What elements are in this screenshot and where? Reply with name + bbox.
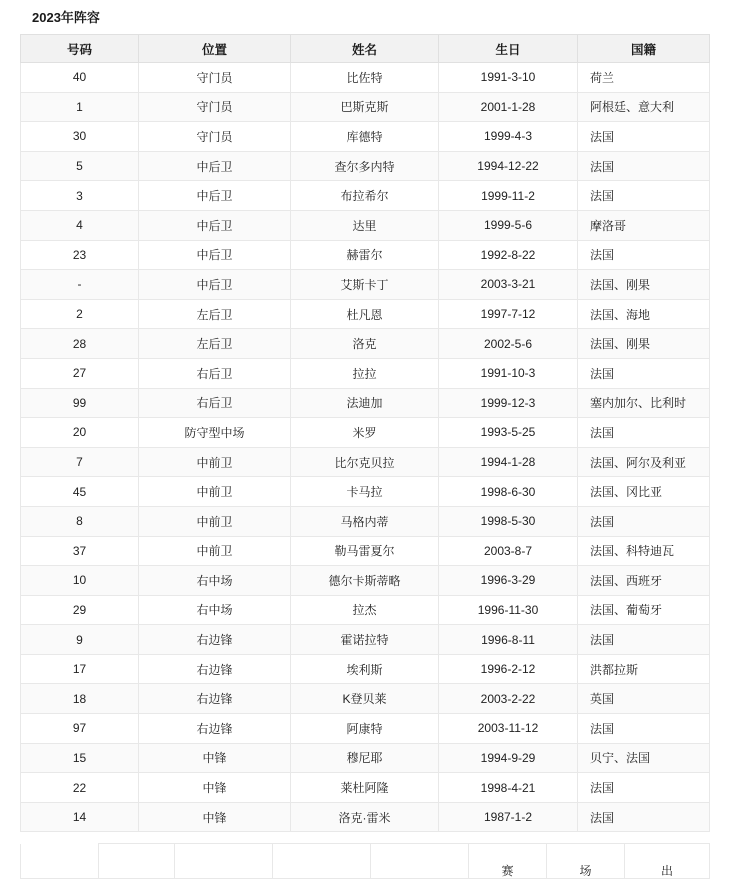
cell-nationality: 法国: [578, 418, 710, 448]
cell-number: 4: [21, 210, 139, 240]
cell-nationality: 法国: [578, 714, 710, 744]
table-row: [21, 773, 710, 803]
table-row: [21, 210, 710, 240]
cell-number: 29: [21, 595, 139, 625]
cell-position: 右后卫: [139, 358, 291, 388]
cell-number: -: [21, 270, 139, 300]
cell-position: 守门员: [139, 122, 291, 152]
cell-position: 右边锋: [139, 684, 291, 714]
cell-number: 23: [21, 240, 139, 270]
cell-name: 埃利斯: [291, 654, 439, 684]
cell-position: 右中场: [139, 595, 291, 625]
column-header-nationality: 国籍: [578, 35, 710, 63]
cell-nationality: 洪都拉斯: [578, 654, 710, 684]
cell-birthday: 1999-5-6: [439, 210, 578, 240]
cell-birthday: 1987-1-2: [439, 802, 578, 832]
table-row: [21, 625, 710, 655]
cell-position: 左后卫: [139, 299, 291, 329]
table-row: [21, 329, 710, 359]
cell-birthday: 1997-7-12: [439, 299, 578, 329]
table-row: [21, 477, 710, 507]
table-row: [21, 536, 710, 566]
cell-name: 勒马雷夏尔: [291, 536, 439, 566]
table-row: [21, 92, 710, 122]
cell-birthday: 2003-8-7: [439, 536, 578, 566]
bottom-partial-table-container: [0, 843, 729, 878]
cell-position: 中锋: [139, 802, 291, 832]
cell-name: 德尔卡斯蒂略: [291, 566, 439, 596]
table-row: [21, 388, 710, 418]
cell-number: 15: [21, 743, 139, 773]
bottom-cell-5: 赛: [469, 844, 547, 879]
cell-birthday: 1996-8-11: [439, 625, 578, 655]
cell-name: 穆尼耶: [291, 743, 439, 773]
cell-name: 巴斯克斯: [291, 92, 439, 122]
cell-birthday: 1996-2-12: [439, 654, 578, 684]
cell-position: 中锋: [139, 743, 291, 773]
cell-birthday: 1991-3-10: [439, 63, 578, 93]
cell-nationality: 阿根廷、意大利: [578, 92, 710, 122]
cell-number: 97: [21, 714, 139, 744]
table-row: [21, 684, 710, 714]
table-row: [21, 743, 710, 773]
cell-name: 达里: [291, 210, 439, 240]
cell-number: 18: [21, 684, 139, 714]
cell-name: 拉杰: [291, 595, 439, 625]
cell-nationality: 法国、冈比亚: [578, 477, 710, 507]
cell-position: 中前卫: [139, 536, 291, 566]
cell-birthday: 1991-10-3: [439, 358, 578, 388]
cell-number: 20: [21, 418, 139, 448]
page-title: 2023年阵容: [32, 10, 100, 25]
cell-nationality: 法国、葡萄牙: [578, 595, 710, 625]
cell-position: 右边锋: [139, 714, 291, 744]
cell-position: 守门员: [139, 63, 291, 93]
cell-name: 卡马拉: [291, 477, 439, 507]
table-row: [21, 63, 710, 93]
cell-name: 米罗: [291, 418, 439, 448]
cell-position: 中前卫: [139, 447, 291, 477]
cell-number: 27: [21, 358, 139, 388]
cell-number: 22: [21, 773, 139, 803]
cell-number: 9: [21, 625, 139, 655]
cell-position: 左后卫: [139, 329, 291, 359]
table-row: [21, 447, 710, 477]
cell-number: 99: [21, 388, 139, 418]
table-row: [21, 270, 710, 300]
cell-name: 法迪加: [291, 388, 439, 418]
cell-birthday: 1996-11-30: [439, 595, 578, 625]
table-row: [21, 654, 710, 684]
cell-number: 7: [21, 447, 139, 477]
cell-position: 中后卫: [139, 181, 291, 211]
cell-position: 守门员: [139, 92, 291, 122]
cell-name: K登贝莱: [291, 684, 439, 714]
cell-birthday: 2003-3-21: [439, 270, 578, 300]
column-header-position: 位置: [139, 35, 291, 63]
cell-nationality: 法国、刚果: [578, 329, 710, 359]
cell-position: 中前卫: [139, 477, 291, 507]
cell-nationality: 法国: [578, 802, 710, 832]
cell-number: 5: [21, 151, 139, 181]
bottom-partial-table: [20, 843, 710, 879]
table-row: [21, 844, 710, 879]
cell-nationality: 摩洛哥: [578, 210, 710, 240]
bottom-cell-6: 场: [547, 844, 625, 879]
table-row: [21, 299, 710, 329]
table-row: [21, 122, 710, 152]
cell-birthday: 1994-1-28: [439, 447, 578, 477]
roster-table: [20, 34, 710, 832]
cell-number: 37: [21, 536, 139, 566]
cell-nationality: 法国: [578, 358, 710, 388]
cell-nationality: 法国、阿尔及利亚: [578, 447, 710, 477]
cell-number: 1: [21, 92, 139, 122]
cell-birthday: 1993-5-25: [439, 418, 578, 448]
cell-name: 洛克·雷米: [291, 802, 439, 832]
cell-number: 45: [21, 477, 139, 507]
cell-name: 艾斯卡丁: [291, 270, 439, 300]
cell-number: 14: [21, 802, 139, 832]
cell-birthday: 2002-5-6: [439, 329, 578, 359]
cell-position: 中后卫: [139, 240, 291, 270]
bottom-cell-4: [371, 844, 469, 879]
table-row: [21, 714, 710, 744]
cell-nationality: 法国: [578, 151, 710, 181]
cell-nationality: 法国、科特迪瓦: [578, 536, 710, 566]
cell-nationality: 塞内加尔、比利时: [578, 388, 710, 418]
table-row: [21, 181, 710, 211]
cell-birthday: 1994-12-22: [439, 151, 578, 181]
cell-name: 库德特: [291, 122, 439, 152]
cell-number: 17: [21, 654, 139, 684]
column-header-name: 姓名: [291, 35, 439, 63]
cell-name: 比尔克贝拉: [291, 447, 439, 477]
cell-position: 中锋: [139, 773, 291, 803]
cell-nationality: 法国: [578, 181, 710, 211]
cell-position: 右边锋: [139, 654, 291, 684]
bottom-cell-1: [99, 844, 175, 879]
cell-nationality: 贝宁、法国: [578, 743, 710, 773]
cell-name: 查尔多内特: [291, 151, 439, 181]
table-row: [21, 418, 710, 448]
cell-nationality: 法国、西班牙: [578, 566, 710, 596]
cell-nationality: 法国: [578, 773, 710, 803]
cell-name: 莱杜阿隆: [291, 773, 439, 803]
table-row: [21, 566, 710, 596]
cell-name: 杜凡恩: [291, 299, 439, 329]
cell-name: 布拉希尔: [291, 181, 439, 211]
cell-position: 右后卫: [139, 388, 291, 418]
column-header-birthday: 生日: [439, 35, 578, 63]
cell-nationality: 法国、海地: [578, 299, 710, 329]
cell-nationality: 法国、刚果: [578, 270, 710, 300]
cell-name: 霍诺拉特: [291, 625, 439, 655]
cell-number: 8: [21, 506, 139, 536]
cell-nationality: 英国: [578, 684, 710, 714]
cell-birthday: 2001-1-28: [439, 92, 578, 122]
table-row: [21, 151, 710, 181]
cell-name: 洛克: [291, 329, 439, 359]
cell-birthday: 1992-8-22: [439, 240, 578, 270]
cell-birthday: 1994-9-29: [439, 743, 578, 773]
cell-number: 10: [21, 566, 139, 596]
cell-nationality: 法国: [578, 240, 710, 270]
cell-name: 比佐特: [291, 63, 439, 93]
cell-position: 中后卫: [139, 151, 291, 181]
cell-position: 防守型中场: [139, 418, 291, 448]
cell-nationality: 法国: [578, 506, 710, 536]
cell-birthday: 1996-3-29: [439, 566, 578, 596]
cell-number: 40: [21, 63, 139, 93]
cell-name: 马格内蒂: [291, 506, 439, 536]
bottom-cell-7: 出: [625, 844, 710, 879]
cell-birthday: 1998-4-21: [439, 773, 578, 803]
cell-birthday: 1998-6-30: [439, 477, 578, 507]
cell-birthday: 1999-12-3: [439, 388, 578, 418]
bottom-cell-3: [273, 844, 371, 879]
cell-name: 拉拉: [291, 358, 439, 388]
table-row: [21, 595, 710, 625]
table-row: [21, 240, 710, 270]
table-row: [21, 358, 710, 388]
cell-birthday: 1998-5-30: [439, 506, 578, 536]
roster-table-container: [0, 34, 729, 832]
cell-position: 右边锋: [139, 625, 291, 655]
cell-name: 赫雷尔: [291, 240, 439, 270]
cell-nationality: 荷兰: [578, 63, 710, 93]
cell-birthday: 2003-2-22: [439, 684, 578, 714]
cell-number: 30: [21, 122, 139, 152]
table-header-row: [21, 35, 710, 63]
cell-number: 3: [21, 181, 139, 211]
cell-birthday: 1999-4-3: [439, 122, 578, 152]
cell-nationality: 法国: [578, 625, 710, 655]
cell-position: 中前卫: [139, 506, 291, 536]
cell-birthday: 2003-11-12: [439, 714, 578, 744]
cell-name: 阿康特: [291, 714, 439, 744]
cell-birthday: 1999-11-2: [439, 181, 578, 211]
column-header-number: 号码: [21, 35, 139, 63]
table-row: [21, 802, 710, 832]
cell-nationality: 法国: [578, 122, 710, 152]
cell-position: 中后卫: [139, 210, 291, 240]
cell-position: 中后卫: [139, 270, 291, 300]
bottom-cell-2: [175, 844, 273, 879]
cell-position: 右中场: [139, 566, 291, 596]
cell-number: 2: [21, 299, 139, 329]
table-row: [21, 506, 710, 536]
cell-number: 28: [21, 329, 139, 359]
bottom-cell-0: [21, 844, 99, 879]
